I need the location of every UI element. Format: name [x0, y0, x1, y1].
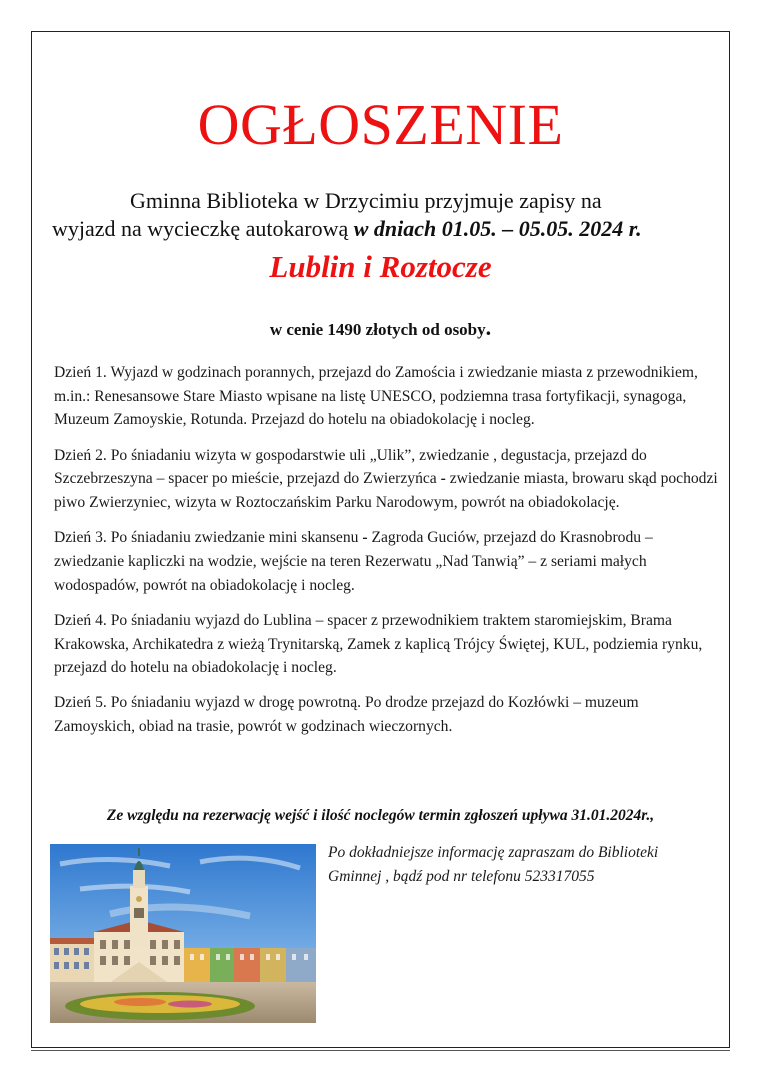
- trip-price-text: w cenie 1490 złotych od osoby: [269, 320, 486, 339]
- itinerary-day-1: Dzień 1. Wyjazd w godzinach porannych, przejazd do Zamościa i zwiedzanie miasta z przewodnikiem, m.in.: Renesansowe Stare Miasto wpisane na listę UNESCO, podziemna trasa fortyfikacji, synagoga, Muzeum Zamoyskie, Rotunda. Przejazd do hotelu na obiadokolację i nocleg.: [54, 364, 698, 429]
- announcement-title: OGŁOSZENIE: [197, 92, 564, 157]
- itinerary-day-5: Dzień 5. Po śniadaniu wyjazd w drogę powrotną. Po drodze przejazd do Kozłówki – muzeum Zamoyskich, obiad na trasie, powrót w godzinach wieczornych.: [54, 694, 639, 736]
- intro-line-1: Gminna Biblioteka w Drzycimiu przyjmuje zapisy na: [130, 188, 602, 213]
- itinerary-day-3-dash: -: [362, 529, 368, 547]
- trip-dates: w dniach 01.05. – 05.05. 2024 r.: [353, 216, 642, 241]
- itinerary: [54, 361, 719, 750]
- intro-line-2-text: wyjazd na wycieczkę autokarową: [52, 216, 354, 241]
- trip-price-dot: .: [485, 315, 492, 340]
- contact-line-1: Po dokładniejsze informację zapraszam do Biblioteki: [328, 844, 659, 861]
- itinerary-day-2-part-a: Dzień 2. Po śniadaniu wizyta w gospodarstwie uli „Ulik”, zwiedzanie , degustacja, przejazd do Szczebrzeszyna – spacer po mieście, przejazd do Zwierzyńca: [54, 446, 647, 488]
- itinerary-day-2: [54, 444, 719, 515]
- intro-line-2: [52, 215, 722, 243]
- intro-paragraph: [52, 187, 722, 243]
- contact-info: [328, 841, 728, 889]
- contact-line-2: Gminnej , bądź pod nr telefonu 523317055: [328, 868, 595, 885]
- zamosc-town-hall-photo: [50, 844, 316, 1023]
- registration-deadline-notice: Ze względu na rezerwację wejść i ilość noclegów termin zgłoszeń upływa 31.01.2024r.,: [106, 807, 655, 824]
- itinerary-day-3-part-b: Zagroda Guciów, przejazd do Krasnobrodu – zwiedzanie kapliczki na wodzie, wejście na teren Rezerwatu „Nad Tanwią” – z seriami małych wodospadów, powrót na obiadokolację i nocleg.: [54, 529, 653, 594]
- itinerary-day-3: [54, 526, 719, 597]
- trip-destination: Lublin i Roztocze: [269, 249, 492, 284]
- itinerary-day-2-dash: -: [440, 470, 446, 488]
- trip-price: [31, 316, 730, 342]
- page-border-bottom-rule: [31, 1050, 730, 1051]
- itinerary-day-2-part-b: zwiedzanie miasta, browaru skąd pochodzi piwo Zwierzyniec, wizyta w Roztoczańskim Parku Narodowym, powrót na obiadokolację.: [54, 470, 718, 512]
- itinerary-day-3-part-a: Dzień 3. Po śniadaniu zwiedzanie mini skansenu: [54, 529, 363, 547]
- itinerary-day-4: Dzień 4. Po śniadaniu wyjazd do Lublina – spacer z przewodnikiem traktem staromiejskim, Brama Krakowska, Archikatedra z wieżą Trynitarską, Zamek z kaplicą Trójcy Świętej, KUL, podziemia rynku, przejazd do hotelu na obiadokolację i nocleg.: [54, 611, 703, 677]
